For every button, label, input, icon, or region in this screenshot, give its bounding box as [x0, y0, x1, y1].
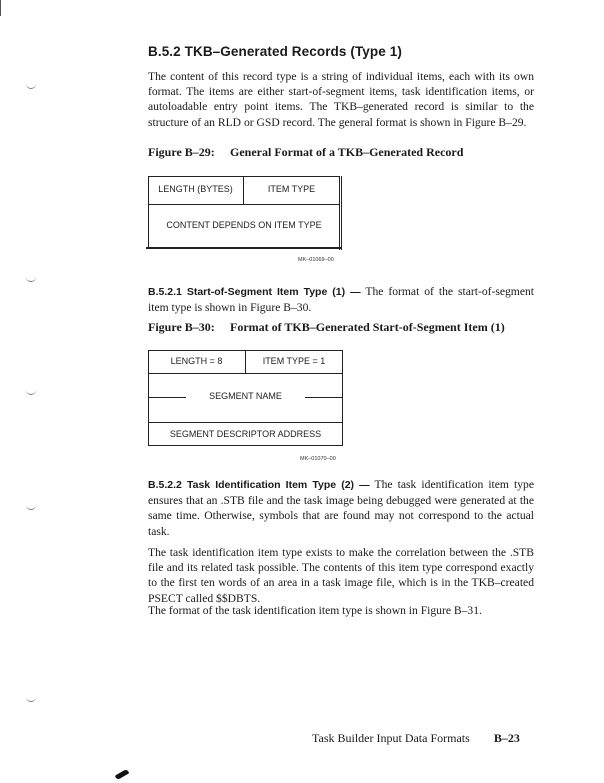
- binder-hole-mark: [26, 697, 36, 702]
- page-footer: [312, 731, 520, 746]
- cell-content: CONTENT DEPENDS ON ITEM TYPE: [166, 220, 322, 230]
- footer-title: Task Builder Input Data Formats: [312, 731, 470, 745]
- binder-hole-mark: [26, 277, 36, 282]
- figure-number: Figure B–30:: [148, 320, 215, 334]
- subsection-1-paragraph: [148, 284, 534, 315]
- cell-length-bytes: LENGTH (BYTES): [158, 184, 233, 194]
- subsection-2-paragraph-3: The format of the task identification item type is shown in Figure B–31.: [148, 604, 482, 617]
- subsection-2-paragraph: [148, 477, 534, 539]
- cell-item-type: ITEM TYPE = 1: [262, 356, 326, 366]
- subsection-1-heading: B.5.2.1 Start-of-Segment Item Type (1) —: [148, 286, 361, 298]
- page-number: B–23: [493, 731, 520, 745]
- binder-hole-mark: [26, 505, 36, 510]
- figure-number: Figure B–29:: [148, 145, 215, 159]
- subsection-2-text: The task identification item type ensures that an .STB file and the task image being debugged were generated at the same time. Otherwise, symbols that are found may not correspond to the actual task.: [148, 478, 534, 538]
- scan-edge: [0, 0, 1, 16]
- cell-segment-name: SEGMENT NAME: [209, 391, 282, 401]
- figure-b29-id: MK–01069–00: [298, 257, 334, 263]
- section-heading: B.5.2 TKB–Generated Records (Type 1): [148, 44, 402, 59]
- intro-paragraph: The content of this record type is a string of individual items, each with its own format. The items are either start-of-segment items, task identification items, or autoloadable entry point items. The TKB–generated record is similar to the structure of an RLD or GSD record. The general format is shown in Figure B–29.: [148, 70, 534, 129]
- figure-b30-caption: [148, 320, 505, 335]
- cell-item-type: ITEM TYPE: [267, 184, 316, 194]
- figure-b29-caption: [148, 145, 463, 160]
- cell-length: LENGTH = 8: [170, 356, 223, 366]
- binder-hole-mark: [26, 390, 36, 395]
- scan-smudge: [115, 769, 130, 780]
- subsection-2-paragraph-2: The task identification item type exists to make the correlation between the .STB file and its related task possible. The contents of this item type correspond exactly to the first ten words of an area in a task image file, which is in the TKB–created PSECT called $$DBTS.: [148, 546, 534, 605]
- cell-segment-descriptor-address: SEGMENT DESCRIPTOR ADDRESS: [169, 429, 322, 439]
- subsection-1-text: The format of the start-of-segment item type is shown in Figure B–30.: [148, 285, 534, 315]
- binder-hole-mark: [26, 84, 36, 89]
- figure-title: General Format of a TKB–Generated Record: [230, 145, 464, 159]
- figure-b30-diagram: [148, 350, 344, 446]
- figure-title: Format of TKB–Generated Start-of-Segment Item (1): [230, 320, 505, 334]
- figure-b30-id: MK–01070–00: [300, 456, 336, 462]
- subsection-2-heading: B.5.2.2 Task Identification Item Type (2) —: [148, 479, 370, 491]
- figure-b29-diagram: [148, 176, 342, 250]
